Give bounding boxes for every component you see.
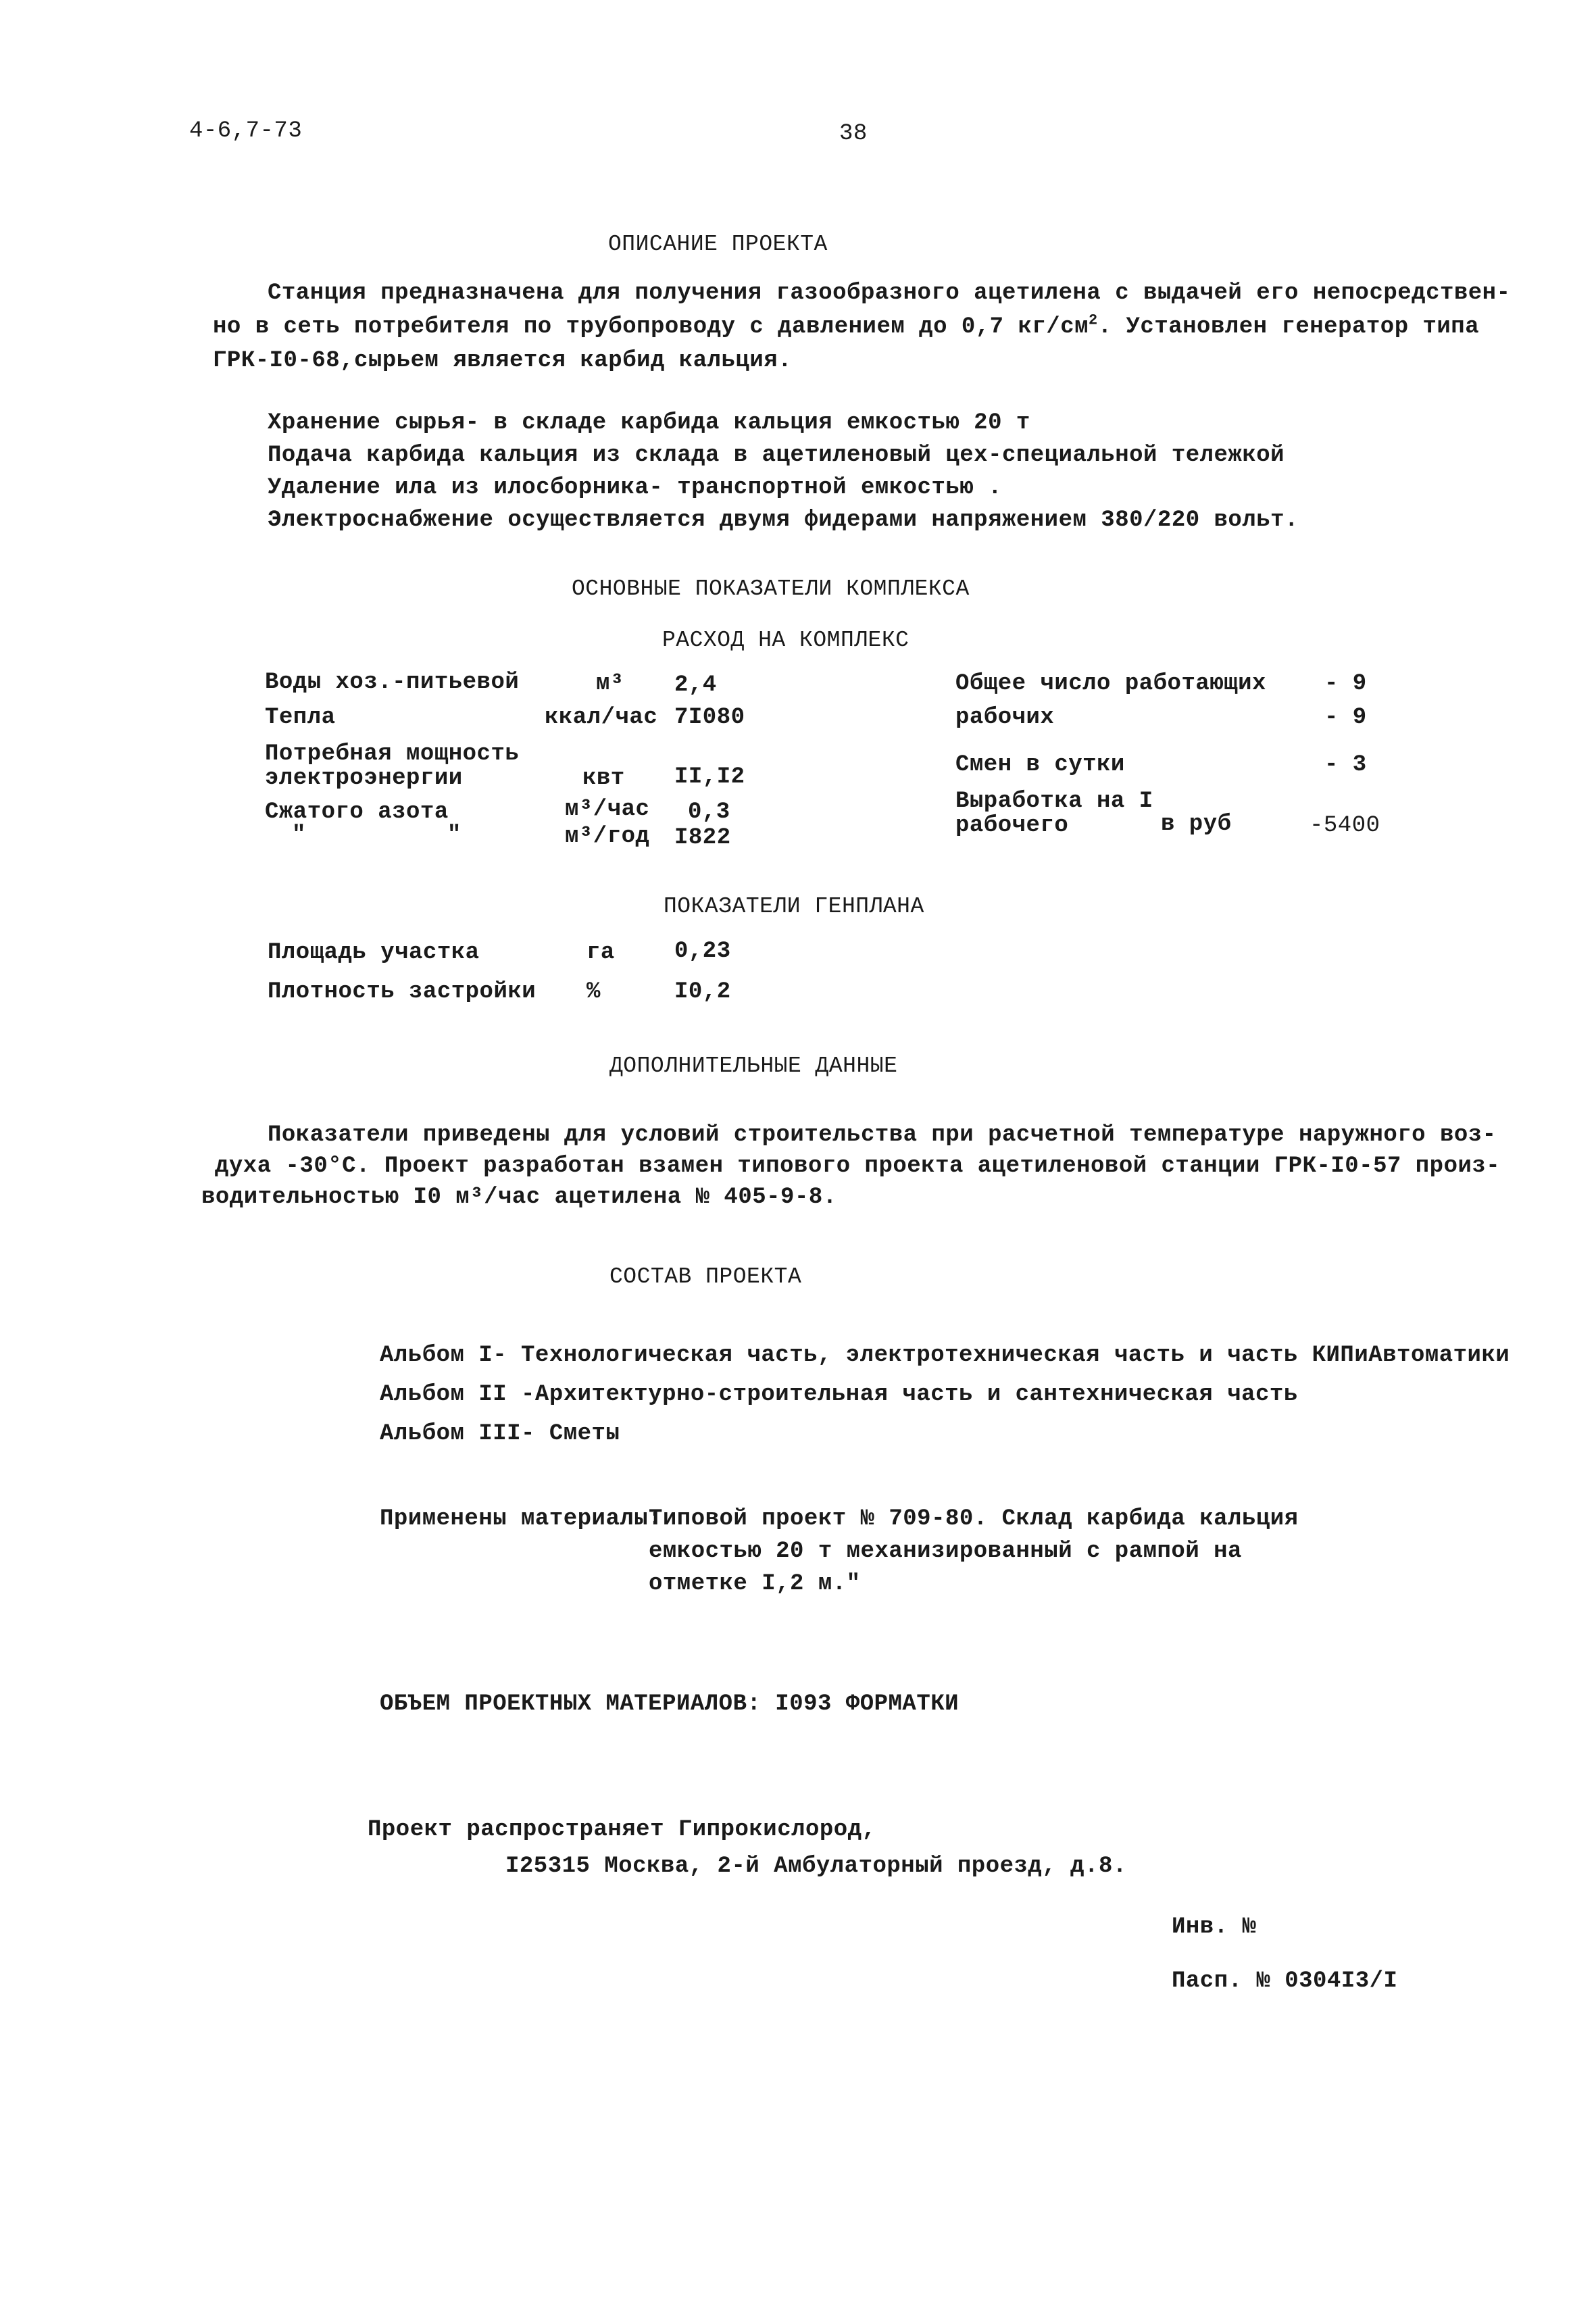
indicator-value: - 3 xyxy=(1324,752,1367,778)
description-item: Удаление ила из илосборника- транспортной емкостью . xyxy=(268,475,1002,501)
indicator-label: Смен в сутки xyxy=(955,752,1125,778)
description-item: Электроснабжение осуществляется двумя фидерами напряжением 380/220 вольт. xyxy=(268,507,1299,533)
description-line-1: Станция предназначена для получения газообразного ацетилена с выдачей его непосредствен- xyxy=(268,280,1511,306)
description-line-3: ГРК-I0-68,сырьем является карбид кальция. xyxy=(213,348,793,374)
indicator-unit: м³ xyxy=(596,671,624,697)
indicator-value: - 9 xyxy=(1324,671,1367,697)
distributor-line: Проект распространяет Гипрокислород, xyxy=(368,1817,876,1843)
additional-line: духа -30°С. Проект разработан взамен типового проекта ацетиленовой станции ГРК-I0-57 произ- xyxy=(215,1153,1501,1179)
passport-number: Пасп. № 0304I3/I xyxy=(1172,1968,1398,1994)
indicator-unit: ккал/час xyxy=(545,705,658,730)
description-item: Хранение сырья- в складе карбида кальция емкостью 20 т xyxy=(268,410,1030,436)
indicator-value: 7I080 xyxy=(674,705,745,730)
indicator-value: - 9 xyxy=(1324,705,1367,730)
description-line-2: но в сеть потребителя по трубопроводу с давлением до 0,7 $кг/см^2$. Установлен генератор типа xyxy=(213,312,1480,340)
indicator-value: 0,3 xyxy=(688,799,730,825)
distributor-address: I25315 Москва, 2-й Амбулаторный проезд, д.8. xyxy=(505,1853,1127,1879)
indicator-unit: квт xyxy=(582,766,625,791)
materials-label: Применены материалы: xyxy=(380,1506,663,1532)
indicator-value: 2,4 xyxy=(674,672,717,698)
genplan-value: 0,23 xyxy=(674,939,731,964)
volume-statement: ОБЪЕМ ПРОЕКТНЫХ МАТЕРИАЛОВ: I093 ФОРМАТКИ xyxy=(380,1691,959,1717)
indicator-label: Выработка на I рабочего xyxy=(955,789,1153,839)
document-code: 4-6,7-73 xyxy=(189,118,303,144)
section-title-indicators: ОСНОВНЫЕ ПОКАЗАТЕЛИ КОМПЛЕКСА xyxy=(572,576,970,601)
additional-line: водительностью I0 м³/час ацетилена № 405-9-8. xyxy=(201,1185,837,1210)
section-title-description: ОПИСАНИЕ ПРОЕКТА xyxy=(608,232,828,257)
album-item: Альбом I- Технологическая часть, электротехническая часть и часть КИПиАвтоматики xyxy=(380,1343,1510,1368)
indicator-label: Сжатого азота xyxy=(265,799,449,825)
indicator-label: рабочих xyxy=(955,705,1055,730)
page-number: 38 xyxy=(839,121,868,147)
album-item: Альбом III- Сметы xyxy=(380,1421,620,1447)
album-item: Альбом II -Архитектурно-строительная часть и сантехническая часть xyxy=(380,1382,1298,1408)
indicator-label: Общее число работающих xyxy=(955,671,1266,697)
description-item: Подача карбида кальция из склада в ацетиленовый цех-специальной тележкой xyxy=(268,443,1285,468)
indicator-label: Потребная мощность электроэнергии xyxy=(265,741,520,791)
section-title-composition: СОСТАВ ПРОЕКТА xyxy=(609,1264,802,1289)
materials-line: Типовой проект № 709-80. Склад карбида кальция xyxy=(649,1506,1299,1532)
section-subtitle-consumption: РАСХОД НА КОМПЛЕКС xyxy=(662,628,909,653)
genplan-unit: % xyxy=(587,979,601,1005)
indicator-value: I822 xyxy=(674,825,731,851)
indicator-unit: м³/год xyxy=(565,824,650,849)
materials-line: емкостью 20 т механизированный с рампой на xyxy=(649,1539,1242,1564)
indicator-value: II,I2 xyxy=(674,764,745,790)
indicator-unit: в руб xyxy=(1161,812,1232,837)
additional-line: Показатели приведены для условий строительства при расчетной температуре наружного воз- xyxy=(268,1122,1497,1148)
materials-line: отметке I,2 м." xyxy=(649,1571,861,1597)
genplan-label: Плотность застройки xyxy=(268,979,537,1005)
indicator-label: Тепла xyxy=(265,705,336,730)
indicator-unit: м³/час xyxy=(565,797,650,822)
indicator-label: " " xyxy=(292,822,462,848)
indicator-value: -5400 xyxy=(1310,813,1380,839)
indicator-label: Воды хоз.-питьевой xyxy=(265,670,520,695)
genplan-label: Площадь участка xyxy=(268,940,480,966)
genplan-value: I0,2 xyxy=(674,979,731,1005)
section-title-genplan: ПОКАЗАТЕЛИ ГЕНПЛАНА xyxy=(664,894,924,919)
section-title-additional: ДОПОЛНИТЕЛЬНЫЕ ДАННЫЕ xyxy=(609,1053,898,1078)
inventory-number: Инв. № xyxy=(1172,1914,1257,1940)
genplan-unit: га xyxy=(587,940,615,966)
